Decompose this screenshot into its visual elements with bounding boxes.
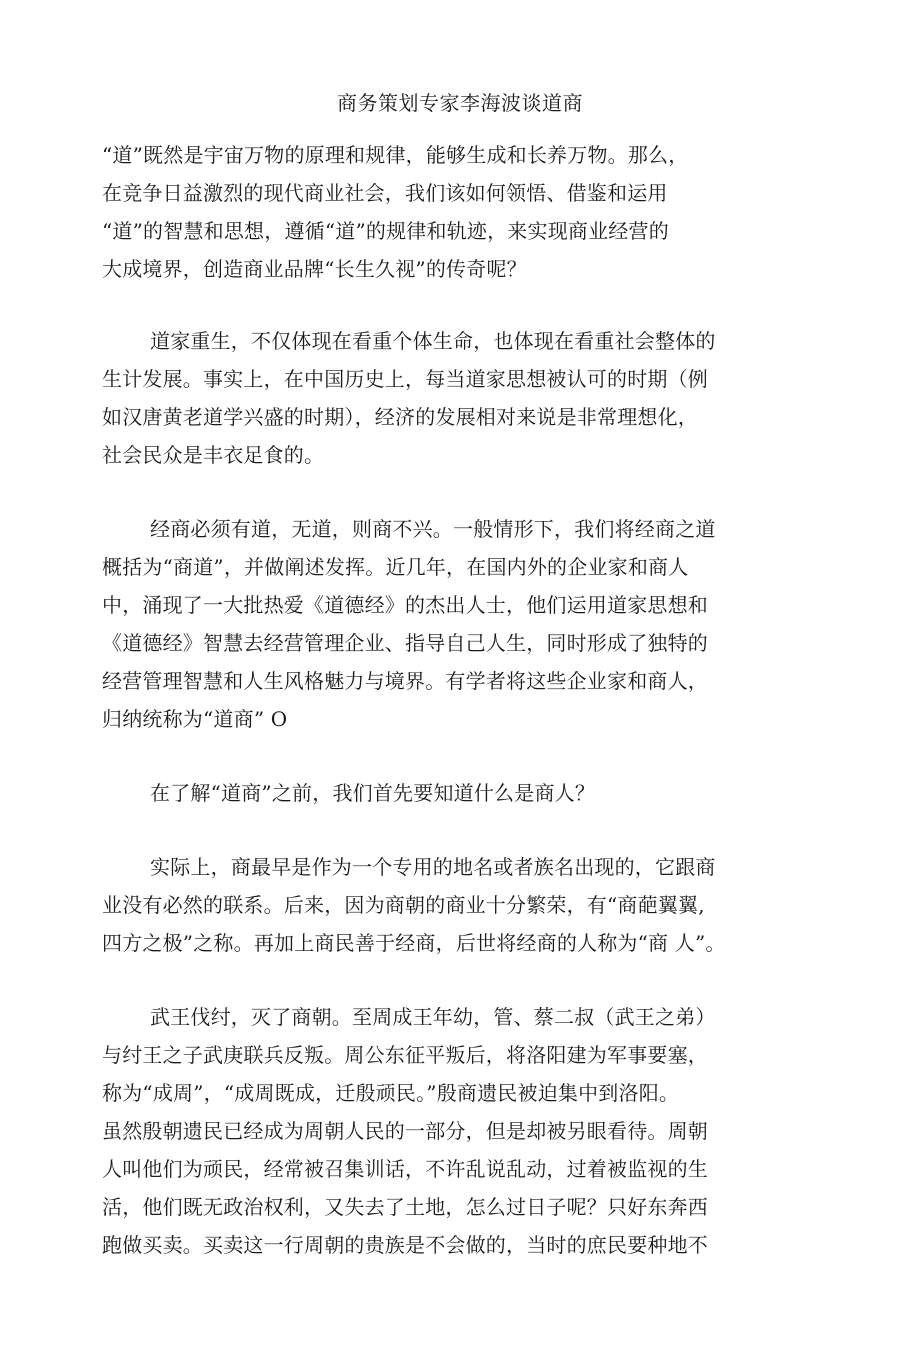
text-line: 如汉唐黄老道学兴盛的时期），经济的发展相对来说是非常理想化， — [102, 405, 698, 429]
paragraph-history — [102, 998, 782, 1264]
paragraph-daoist-life — [102, 322, 782, 474]
text-line: 经营管理智慧和人生风格魅力与境界。有学者将这些企业家和商人， — [102, 669, 708, 693]
text-line: 在竞争日益激烈的现代商业社会，我们该如何领悟、借鉴和运用 — [102, 181, 668, 205]
text-line: 称为“成周”，“成周既成，迁殷顽民。”殷商遗民被迫集中到洛阳。 — [102, 1081, 680, 1105]
text-line: 四方之极”之称。再加上商民善于经商，后世将经商的人称为“商 人”。 — [102, 931, 726, 955]
paragraph-origin-of-shang — [102, 848, 782, 962]
text-line: “道”的智慧和思想，遵循“道”的规律和轨迹，来实现商业经营的 — [102, 219, 669, 243]
text-line: 大成境界，创造商业品牌“长生久视”的传奇呢？ — [102, 257, 527, 281]
paragraph-intro — [102, 136, 782, 288]
text-line: 虽然殷朝遗民已经成为周朝人民的一部分，但是却被另眼看待。周朝 — [102, 1119, 708, 1143]
text-line: 中，涌现了一大批热爱《道德经》的杰出人士，他们运用道家思想和 — [102, 593, 708, 617]
text-line: 社会民众是丰衣足食的。 — [102, 443, 325, 467]
text-line: 实际上，商最早是作为一个专用的地名或者族名出现的，它跟商 — [150, 855, 716, 879]
text-line: 道家重生，不仅体现在看重个体生命，也体现在看重社会整体的 — [150, 329, 716, 353]
text-line: 活，他们既无政治权利，又失去了土地，怎么过日子呢？只好东奔西 — [102, 1195, 708, 1219]
text-line: 概括为“商道”，并做阐述发挥。近几年，在国内外的企业家和商人 — [102, 555, 689, 579]
text-line: 武王伐纣，灭了商朝。至周成王年幼，管、蔡二叔（武王之弟） — [150, 1005, 716, 1029]
text-line: 生计发展。事实上，在中国历史上，每当道家思想被认可的时期（例 — [102, 367, 708, 391]
text-line: 业没有必然的联系。后来，因为商朝的商业十分繁荣，有“商葩翼翼, — [102, 893, 705, 917]
text-line: 与纣王之子武庚联兵反叛。周公东征平叛后，将洛阳建为军事要塞， — [102, 1043, 708, 1067]
text-line: 跑做买卖。买卖这一行周朝的贵族是不会做的，当时的庶民要种地不 — [102, 1233, 708, 1257]
text-line: 在了解“道商”之前，我们首先要知道什么是商人？ — [150, 781, 596, 805]
text-line: “道”既然是宇宙万物的原理和规律，能够生成和长养万物。那么， — [102, 143, 689, 167]
document-title: 商务策划专家李海波谈道商 — [337, 91, 583, 115]
text-line: 经商必须有道，无道，则商不兴。一般情形下，我们将经商之道 — [150, 517, 716, 541]
text-line: 人叫他们为顽民，经常被召集训话，不许乱说乱动，过着被监视的生 — [102, 1157, 708, 1181]
text-line: 归纳统称为“道商” O — [102, 707, 288, 731]
text-line: 《道德经》智慧去经营管理企业、指导自己人生，同时形成了独特的 — [102, 631, 708, 655]
paragraph-question — [102, 774, 782, 812]
paragraph-business-dao — [102, 510, 782, 738]
